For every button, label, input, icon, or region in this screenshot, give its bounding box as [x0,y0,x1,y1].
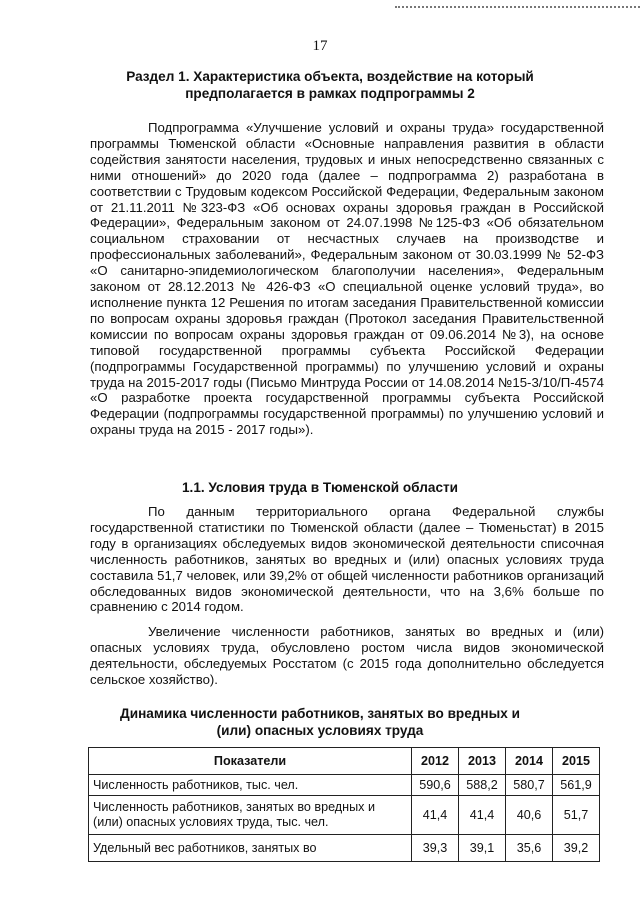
cell-value: 590,6 [412,775,459,796]
cell-value: 39,1 [459,835,506,862]
cell-value: 41,4 [459,796,506,835]
cell-value: 39,3 [412,835,459,862]
workers-dynamics-table [88,747,600,862]
table-row [89,775,600,796]
subsection-title: 1.1. Условия труда в Тюменской области [181,480,459,495]
cell-value: 51,7 [553,796,600,835]
column-header-2012: 2012 [412,748,459,775]
table-title: Динамика численности работников, занятых во вредных и (или) опасных условиях труда [120,706,520,738]
column-header-2015: 2015 [553,748,600,775]
table-row [89,835,600,862]
cell-value: 40,6 [506,796,553,835]
cell-value: 588,2 [459,775,506,796]
column-header-2014: 2014 [506,748,553,775]
cell-value: 41,4 [412,796,459,835]
row-label: Численность работников, тыс. чел. [89,775,412,796]
paragraph-subprogram-description: Подпрограмма «Улучшение условий и охраны труда» государственной программы Тюменской области «Основные направления развития в области содействия занятости населения, трудовых и иных непосредственно связанных с ними отношений» до 2020 года (далее – подпрограмма 2) разработана в соответствии с Трудовым кодексом Российской Федерации, Федеральным законом от 21.11.2011 №323-ФЗ «Об основах охраны здоровья граждан в Российской Федерации», Федеральным законом от 24.07.1998 №125-ФЗ «Об обязательном социальном страховании от несчастных случаев на производстве и профессиональных заболеваний», Федеральным законом от 30.03.1999 № 52-ФЗ «О санитарно-эпидемиологическом благополучии населения», Федеральным законом от 28.12.2013 № 426-ФЗ «О специальной оценке условий труда», во исполнение пункта 12 Решения по итогам заседания Правительственной комиссии по вопросам охраны здоровья граждан (Протокол заседания Правительственной комиссии по вопросам охраны здоровья граждан от 09.06.2014 №3), на основе типовой государственной программы субъекта Российской Федерации (подпрограммы Государственной программы) по улучшению условий и охраны труда на 2015-2017 годы (Письмо Минтруда России от 14.08.2014 №15-3/10/П-4574 «О разработке проекта государственной программы субъекта Российской Федерации (подпрограммы государственной программы) по улучшению условий и охраны труда на 2015 - 2017 годы»). [90,120,604,438]
page-edge-dotted-line [395,6,640,8]
cell-value: 39,2 [553,835,600,862]
table-header-row [89,748,600,775]
column-header-2013: 2013 [459,748,506,775]
paragraph-working-conditions-stats: По данным территориального органа Федеральной службы государственной статистики по Тюменской области (далее – Тюменьстат) в 2015 году в организациях обследуемых видов экономической деятельности списочная численность работников, занятых во вредных и (или) опасных условиях труда составила 51,7 человек, или 39,2% от общей численности работников организаций обследованных видов экономической деятельности, что на 3,6% больше по сравнению с 2014 годом. [90,504,604,615]
cell-value: 580,7 [506,775,553,796]
table-row [89,796,600,835]
row-label: Численность работников, занятых во вредных и (или) опасных условиях труда, тыс. чел. [89,796,412,835]
paragraph-increase-explanation: Увеличение численности работников, занятых во вредных и (или) опасных условиях труда, обусловлено ростом числа видов экономической деятельности, обследуемых Росстатом (с 2015 года дополнительно обследуется сельское хозяйство). [90,624,604,687]
page-number: 17 [312,38,328,54]
cell-value: 561,9 [553,775,600,796]
cell-value: 35,6 [506,835,553,862]
section-title: Раздел 1. Характеристика объекта, воздействие на который предполагается в рамках подпрограммы 2 [126,69,534,101]
column-header-indicator: Показатели [89,748,412,775]
row-label: Удельный вес работников, занятых во [89,835,412,862]
